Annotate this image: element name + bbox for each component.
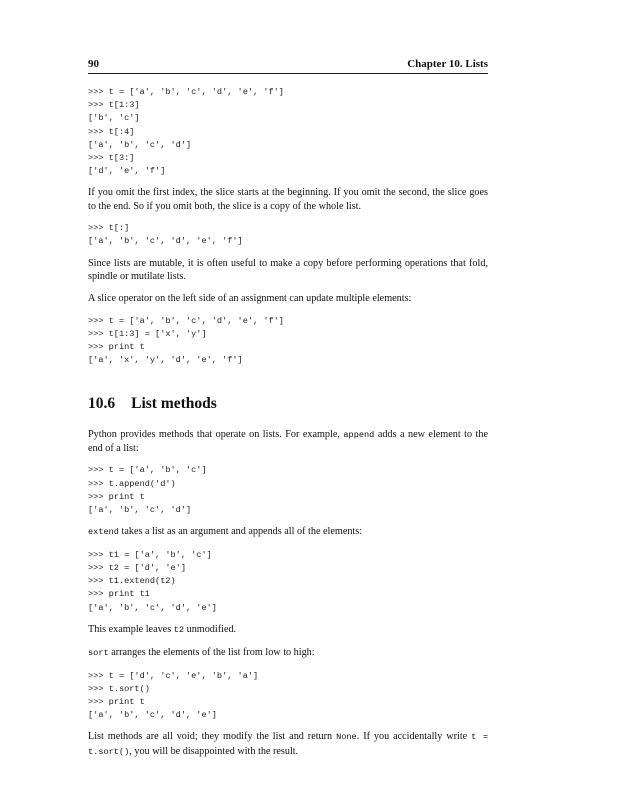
code-block-slices: >>> t = ['a', 'b', 'c', 'd', 'e', 'f'] >>> t[1:3] ['b', 'c'] >>> t[:4] ['a', 'b', 'c', 'd'] >>> t[3:] ['d', 'e', 'f']	[88, 87, 284, 177]
inline-code: sort	[88, 648, 109, 659]
code-block-slice-assign: >>> t = ['a', 'b', 'c', 'd', 'e', 'f'] >>> t[1:3] = ['x', 'y'] >>> print t ['a', 'x', 'y', 'd', 'e', 'f']	[88, 315, 284, 366]
paragraph-extend: extend takes a list as an argument and appends all of the elements:	[88, 526, 363, 538]
chapter-title: Chapter 10. Lists	[407, 58, 488, 70]
inline-code: None	[336, 732, 357, 743]
code-block-extend: >>> t1 = ['a', 'b', 'c'] >>> t2 = ['d', 'e'] >>> t1.extend(t2) >>> print t1 ['a', 'b', 'c', 'd', 'e']	[88, 549, 217, 613]
paragraph-sort: sort arranges the elements of the list from low to high:	[88, 647, 315, 659]
inline-code: t2	[173, 624, 185, 635]
section-heading	[88, 394, 488, 414]
paragraph-void-methods: List methods are all void; they modify the list and return None. If you accidentally write t = t.sort(), you will be disappointed with the result.	[88, 731, 488, 757]
code-block-append: >>> t = ['a', 'b', 'c'] >>> t.append('d') >>> print t ['a', 'b', 'c', 'd']	[88, 465, 207, 516]
paragraph-unmodified: This example leaves t2 unmodified.	[88, 623, 237, 635]
paragraph-slice-assign: A slice operator on the left side of an assignment can update multiple elements:	[88, 293, 412, 305]
paragraph-methods-intro: Python provides methods that operate on lists. For example, append adds a new element to the end of a list:	[88, 428, 488, 455]
running-header	[88, 58, 488, 74]
section-title: List methods	[131, 394, 217, 412]
paragraph-omit-index: If you omit the first index, the slice starts at the beginning. If you omit the second, the slice goes to the end. So if you omit both, the slice is a copy of the whole list.	[88, 187, 488, 212]
inline-code: extend	[88, 527, 119, 538]
page-number: 90	[88, 58, 99, 70]
paragraph-mutable: Since lists are mutable, it is often useful to make a copy before performing operations that fold, spindle or mutilate lists.	[88, 257, 488, 283]
section-number: 10.6	[88, 394, 116, 412]
inline-code: append	[343, 429, 375, 440]
code-block-sort: >>> t = ['d', 'c', 'e', 'b', 'a'] >>> t.sort() >>> print t ['a', 'b', 'c', 'd', 'e']	[88, 670, 259, 721]
code-block-copy: >>> t[:] ['a', 'b', 'c', 'd', 'e', 'f']	[88, 223, 243, 247]
book-page	[88, 58, 488, 768]
inline-code: t = t.sort()	[88, 732, 488, 757]
